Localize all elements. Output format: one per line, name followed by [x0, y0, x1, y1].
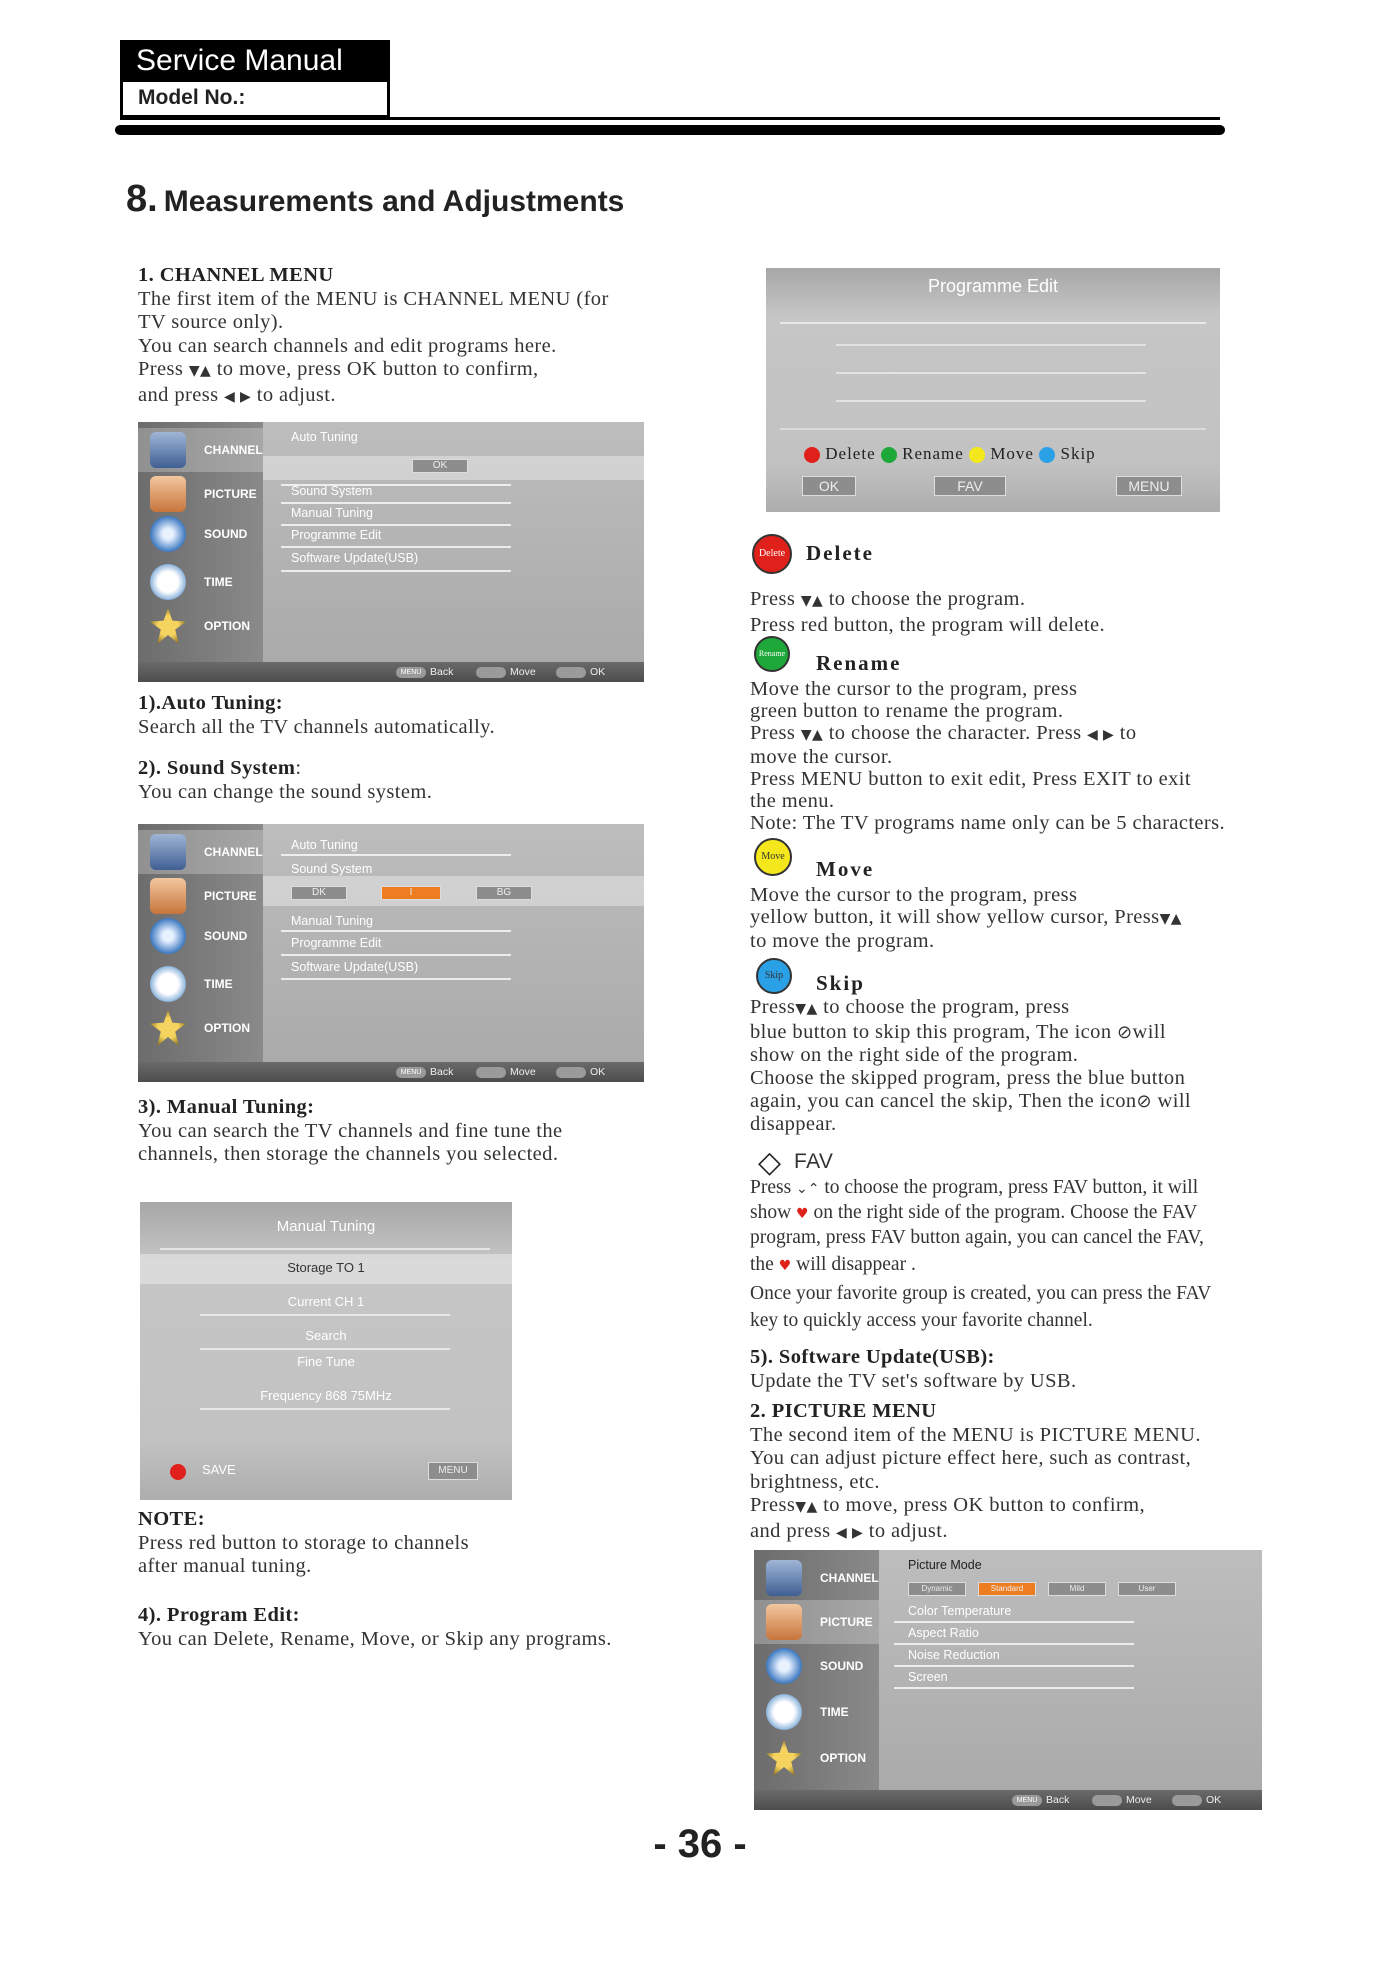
fav-heading: FAV	[794, 1150, 834, 1173]
channel-menu-line: TV source only).	[138, 311, 284, 333]
down-up-arrows-icon: ▼▲	[1159, 911, 1182, 927]
sound-option: BG	[476, 886, 532, 900]
move-heading: Move	[816, 857, 875, 881]
menu-item: Manual Tuning	[291, 914, 374, 928]
picture-mode-option: User	[1118, 1582, 1176, 1596]
fav-button: FAV	[934, 476, 1006, 496]
manual-tuning-heading: 3). Manual Tuning:	[138, 1096, 315, 1118]
clock-icon	[150, 564, 186, 600]
sound-system-screen	[138, 824, 644, 1082]
menu-item: Programme Edit	[291, 936, 382, 950]
delete-badge-icon: Delete	[752, 534, 792, 574]
speaker-icon	[766, 1648, 802, 1684]
sound-system-block: 2). Sound System: You can change the sound system.	[138, 757, 433, 803]
speaker-icon	[150, 918, 186, 954]
menu-item: Aspect Ratio	[908, 1626, 979, 1640]
tv-icon	[150, 834, 186, 870]
section-title-text: Measurements and Adjustments	[163, 185, 625, 218]
skip-symbol-icon: ⊘	[1117, 1022, 1133, 1043]
sidebar-item-picture: PICTURE	[138, 472, 263, 516]
channel-menu-line: The first item of the MENU is CHANNEL MENU (for	[138, 287, 609, 310]
sidebar-item-picture: PICTURE	[138, 874, 263, 918]
manual-tuning-block: 3). Manual Tuning: You can search the TV channels and fine tune the channels, then storage the channels you selected.	[138, 1096, 698, 1167]
down-up-arrows-icon: ▼▲	[795, 1001, 818, 1017]
menu-item: Software Update(USB)	[291, 551, 419, 565]
sidebar-item-sound: SOUND	[754, 1644, 879, 1688]
sidebar-item-option: OPTION	[754, 1736, 879, 1780]
menu-item: Picture Mode	[908, 1558, 982, 1572]
left-right-arrows-icon: ◀ ▶	[224, 388, 252, 405]
rename-badge-icon: Rename	[754, 636, 790, 672]
skip-symbol-icon: ⊘	[1136, 1091, 1152, 1112]
left-right-arrows-icon: ◀ ▶	[1087, 727, 1115, 743]
page-number: - 36 -	[653, 1822, 747, 1866]
section-title	[126, 178, 624, 221]
sound-system-heading: 2). Sound System	[138, 757, 296, 779]
storage-row: Storage TO 1	[287, 1260, 365, 1275]
sidebar-item-time: TIME	[754, 1690, 879, 1734]
frequency-row: Frequency 868 75MHz	[260, 1388, 392, 1403]
menu-item: Auto Tuning	[291, 430, 358, 444]
red-button-icon	[170, 1464, 186, 1480]
fav-text: Press ⌄⌃ to choose the program, press FAV button, it will show ♥ on the right side of the program. Choose the FAV program, press FAV button again, you can cancel the FAV, the ♥ will disappear . Once your favorite group is created, you can press the FAV key to quickly access your favorite channel.	[750, 1177, 1212, 1331]
picture-menu-intro: 2. PICTURE MENU The second item of the MENU is PICTURE MENU. You can adjust picture effect here, such as contrast, brightness, etc. Press▼▲ to move, press OK button to confirm, and press ◀ ▶ to adjust.	[750, 1400, 1280, 1545]
menu-button: MENU	[428, 1462, 478, 1480]
section-number: 8.	[126, 178, 158, 220]
move-text: Move the cursor to the program, press yellow button, it will show yellow cursor, Press▼▲ to move the program.	[750, 884, 1182, 952]
menu-sidebar	[138, 422, 263, 662]
down-up-arrows-icon: ▼▲	[795, 1499, 818, 1515]
sound-option-selected: I	[381, 886, 441, 900]
model-number-label: Model No.:	[120, 82, 390, 118]
picture-menu-heading: 2. PICTURE MENU	[750, 1400, 937, 1422]
clock-icon	[766, 1694, 802, 1730]
note-heading: NOTE:	[138, 1508, 205, 1530]
auto-tuning-block: 1).Auto Tuning: Search all the TV channels automatically.	[138, 692, 678, 739]
down-up-arrows-icon: ⌄⌃	[796, 1181, 820, 1197]
menu-item: Programme Edit	[291, 528, 382, 542]
color-key-legend: Delete Rename Move Skip	[804, 444, 1096, 464]
picture-mode-option-selected: Standard	[978, 1582, 1036, 1596]
sidebar-item-option: OPTION	[138, 604, 263, 648]
sidebar-item-sound: SOUND	[138, 512, 263, 556]
menu-item: Sound System	[291, 862, 373, 876]
heart-icon: ♥	[778, 1258, 792, 1274]
menu-footer: MENU Back Move OK	[138, 1062, 644, 1082]
menu-item: Sound System	[291, 484, 373, 498]
sidebar-item-sound: SOUND	[138, 914, 263, 958]
channel-menu-screen	[138, 422, 644, 682]
program-edit-block: 4). Program Edit: You can Delete, Rename, Move, or Skip any programs.	[138, 1604, 698, 1651]
down-up-arrows-icon: ▼▲	[188, 363, 212, 379]
sidebar-item-option: OPTION	[138, 1006, 263, 1050]
programme-edit-screen	[766, 268, 1220, 512]
sidebar-item-channel: CHANNEL	[138, 428, 263, 472]
screen-title: Programme Edit	[927, 276, 1059, 296]
screen-title: Manual Tuning	[276, 1218, 376, 1235]
menu-button: MENU	[1116, 476, 1182, 496]
delete-heading: Delete	[806, 541, 874, 565]
rename-text: Move the cursor to the program, press green button to rename the program. Press ▼▲ to choose the character. Press ◀ ▶ to move the cursor. Press MENU button to exit edit, Press EXIT to exit the menu. Note: The TV programs name only can be 5 characters.	[750, 678, 1226, 834]
software-update-heading: 5). Software Update(USB):	[750, 1346, 995, 1368]
star-icon	[766, 1740, 802, 1776]
menu-item: Screen	[908, 1670, 948, 1684]
search-row: Search	[305, 1328, 347, 1343]
yellow-key-icon	[969, 447, 985, 463]
manual-tuning-screen	[140, 1202, 512, 1500]
heart-icon: ♥	[796, 1206, 809, 1222]
rename-heading: Rename	[816, 651, 902, 675]
star-icon	[150, 1010, 186, 1046]
channel-menu-line: You can search channels and edit programs here.	[138, 334, 557, 357]
menu-sidebar	[138, 824, 263, 1062]
picture-mode-option: Mild	[1048, 1582, 1106, 1596]
left-right-arrows-icon: ◀ ▶	[836, 1524, 864, 1541]
ok-button: OK	[412, 459, 468, 473]
picture-icon	[150, 476, 186, 512]
program-edit-heading: 4). Program Edit:	[138, 1604, 300, 1626]
menu-footer: MENU Back Move OK	[138, 662, 644, 682]
header-rule-thin	[120, 117, 1220, 120]
save-label: SAVE	[202, 1462, 236, 1477]
channel-menu-line: Press ▼▲ to move, press OK button to confirm,	[138, 358, 539, 380]
note-block: NOTE: Press red button to storage to channels after manual tuning.	[138, 1508, 698, 1579]
sidebar-item-channel: CHANNEL	[754, 1556, 879, 1600]
software-update-block: 5). Software Update(USB): Update the TV set's software by USB.	[750, 1346, 1280, 1393]
menu-item: Noise Reduction	[908, 1648, 1000, 1662]
ok-button: OK	[802, 476, 856, 496]
sound-option: DK	[291, 886, 347, 900]
down-up-arrows-icon: ▼▲	[800, 593, 824, 609]
star-icon	[150, 608, 186, 644]
clock-icon	[150, 966, 186, 1002]
menu-item: Auto Tuning	[291, 838, 358, 852]
speaker-icon	[150, 516, 186, 552]
menu-item: Color Temperature	[908, 1604, 1012, 1618]
manual-title: Service Manual	[120, 40, 390, 82]
skip-heading: Skip	[816, 971, 865, 995]
menu-item: Software Update(USB)	[291, 960, 419, 974]
auto-tuning-heading: 1).Auto Tuning:	[138, 692, 284, 714]
picture-icon	[766, 1604, 802, 1640]
sidebar-item-time: TIME	[138, 962, 263, 1006]
move-badge-icon: Move	[754, 838, 792, 876]
current-row: Current CH 1	[287, 1294, 365, 1309]
blue-key-icon	[1039, 447, 1055, 463]
delete-text: Press ▼▲ to choose the program. Press red button, the program will delete.	[750, 588, 1105, 636]
sidebar-item-time: TIME	[138, 560, 263, 604]
sidebar-item-channel: CHANNEL	[138, 830, 263, 874]
menu-item: Manual Tuning	[291, 506, 374, 520]
header-rule	[115, 125, 1225, 135]
channel-menu-heading: 1. CHANNEL MENU	[138, 264, 334, 286]
menu-footer: MENU Back Move OK	[754, 1790, 1262, 1810]
skip-text: Press▼▲ to choose the program, press blue button to skip this program, The icon ⊘will show on the right side of the program. Choose the skipped program, press the blue button again, you can cancel the skip, Then the icon⊘ will disappear.	[750, 996, 1192, 1135]
sidebar-item-picture: PICTURE	[754, 1600, 879, 1644]
fine-tune-row: Fine Tune	[297, 1354, 355, 1369]
menu-sidebar	[754, 1550, 879, 1790]
channel-menu-intro	[138, 264, 678, 409]
picture-mode-option: Dynamic	[908, 1582, 966, 1596]
picture-icon	[150, 878, 186, 914]
tv-icon	[150, 432, 186, 468]
red-key-icon	[804, 447, 820, 463]
skip-badge-icon: Skip	[756, 958, 792, 994]
picture-menu-screen	[754, 1550, 1262, 1810]
channel-menu-line: and press ◀ ▶ to adjust.	[138, 383, 336, 406]
green-key-icon	[881, 447, 897, 463]
fav-diamond-icon: ◇	[758, 1145, 782, 1180]
tv-icon	[766, 1560, 802, 1596]
down-up-arrows-icon: ▼▲	[800, 727, 824, 743]
